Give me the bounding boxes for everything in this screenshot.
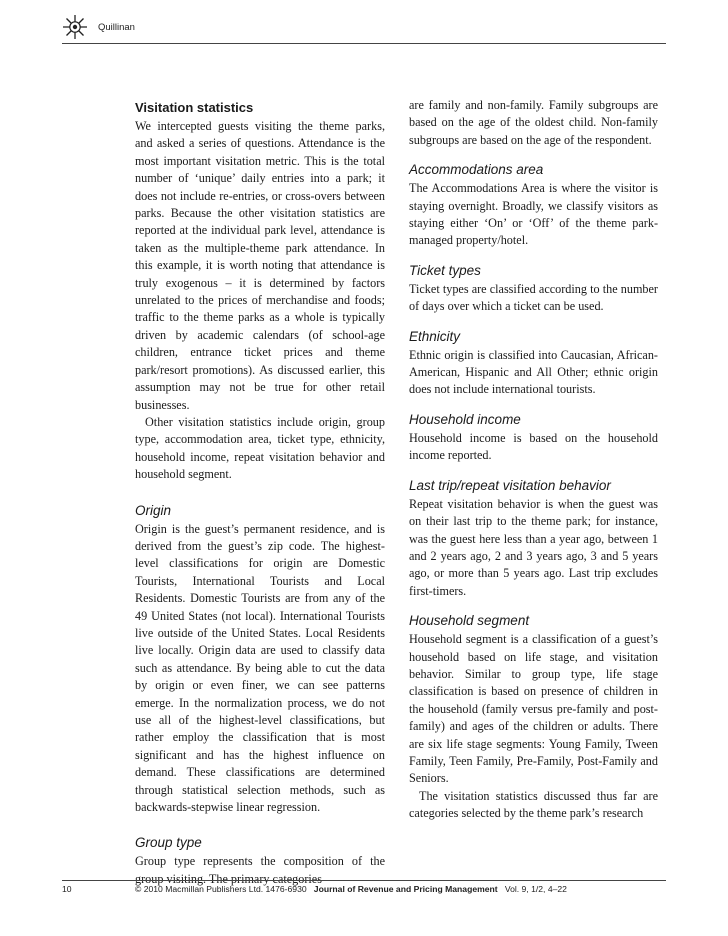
- section-heading-group-type: Group type: [135, 835, 202, 851]
- section-heading-household-income: Household income: [409, 411, 521, 427]
- paragraph-ticket-types: Ticket types are classified according to the number of days over which a ticket can be used.: [409, 281, 658, 314]
- page-number: 10: [62, 884, 72, 894]
- section-heading-accommodations: Accommodations area: [409, 162, 544, 178]
- journal-name: Journal of Revenue and Pricing Management: [313, 884, 498, 894]
- paragraph-accommodations: The Accommodations Area is where the visitor is staying overnight. Broadly, we classify visitors as staying either ‘On’ or ‘Off’ of the theme park-managed property/hotel.: [409, 181, 658, 248]
- volume-info: Vol. 9, 1/2, 4–22: [504, 884, 567, 894]
- section-heading-ticket-types: Ticket types: [409, 262, 481, 278]
- section-heading-household-segment: Household segment: [409, 613, 530, 629]
- left-column: [135, 97, 385, 888]
- paragraph-origin: Origin is the guest’s permanent residence, and is derived from the guest’s zip code. The highest-level classifications for origin are Domestic Tourists, International Tourists and Local Residents. Domestic Tourists are from any of the 49 United States (not local). International Tourists live outside of the United States. Local Residents live locally. Origin data are used to classify data such as attendance. By being able to cut the data by origin or even finer, we can see patterns emerge. In the normalization process, we do not use all of the highest-level classifications, but rather employ the classification that is most significant and has the highest influence on demand. These classifications are determined through statistical selection methods, such as backwards-stepwise linear regression.: [135, 521, 385, 815]
- section-heading-last-trip: Last trip/repeat visitation behavior: [409, 477, 611, 493]
- header-rule: [62, 43, 666, 44]
- section-heading-origin: Origin: [135, 502, 172, 518]
- citation-line: [135, 884, 567, 894]
- paragraph-group-type: Group type represents the composition of the group visiting. The primary categories: [135, 854, 385, 886]
- author-name: Quillinan: [98, 21, 135, 33]
- paragraph-household-income: Household income is based on the household income reported.: [409, 430, 658, 463]
- paragraph-visitation-1: We intercepted guests visiting the theme parks, and asked a series of questions. Attendance is the most important visitation metric. This is the total number of ‘unique’ daily entries into a park; it does not include re-entries, or cross-overs between parks. Because the other visitation statistics are reported at the individual park level, attendance is taken as the multiple-theme park attendance. In this example, it is worth noting that attendance is truly exogenous – it is determined by factors unrelated to the prices of merchandise and foods; traffic to the theme parks as a whole is typically driven by academic calendars (of school-age children, entrance ticket prices and theme park/resort promotions). As discussed earlier, this assumption may not be true for other retail businesses.: [135, 119, 385, 412]
- section-heading-ethnicity: Ethnicity: [409, 328, 461, 344]
- footer-rule: [62, 880, 666, 881]
- paragraph-visitation-2: Other visitation statistics include origin, group type, accommodation area, ticket type, ethnicity, household income, repeat visitation behavior and household segment.: [135, 414, 385, 482]
- section-heading-visitation: Visitation statistics: [135, 100, 254, 115]
- paragraph-household-segment-2: The visitation statistics discussed thus far are categories selected by the theme park’s research: [409, 788, 658, 821]
- right-column: [409, 97, 658, 823]
- publisher-logo-icon: [62, 14, 88, 40]
- paragraph-last-trip: Repeat visitation behavior is when the guest was on their last trip to the theme park; for instance, was the guest here less than a year ago, between 1 and 2 years ago, 2 and 3 years ago, 3 and 5 years ago, or more than 5 years ago. Last trip excludes first-timers.: [409, 496, 658, 598]
- paragraph-ethnicity: Ethnic origin is classified into Caucasian, African-American, Hispanic and All Other; ethnic origin does not include international tourists.: [409, 347, 658, 397]
- running-header: [62, 14, 135, 40]
- paragraph-group-type-continued: are family and non-family. Family subgroups are based on the age of the oldest child. Non-family subgroups are based on the age of the respondent.: [409, 98, 658, 147]
- copyright-notice: © 2010 Macmillan Publishers Ltd. 1476-6930: [135, 884, 307, 894]
- paragraph-household-segment-1: Household segment is a classification of a guest’s household based on life stage, and visitation behavior. Similar to group type, life stage classification is based on presence of children in the household (family versus pre-family and post-family) and ages of the children or adults. There are six life stage segments: Young Family, Tween Family, Teen Family, Pre-Family, Post-Family and Seniors.: [409, 632, 658, 786]
